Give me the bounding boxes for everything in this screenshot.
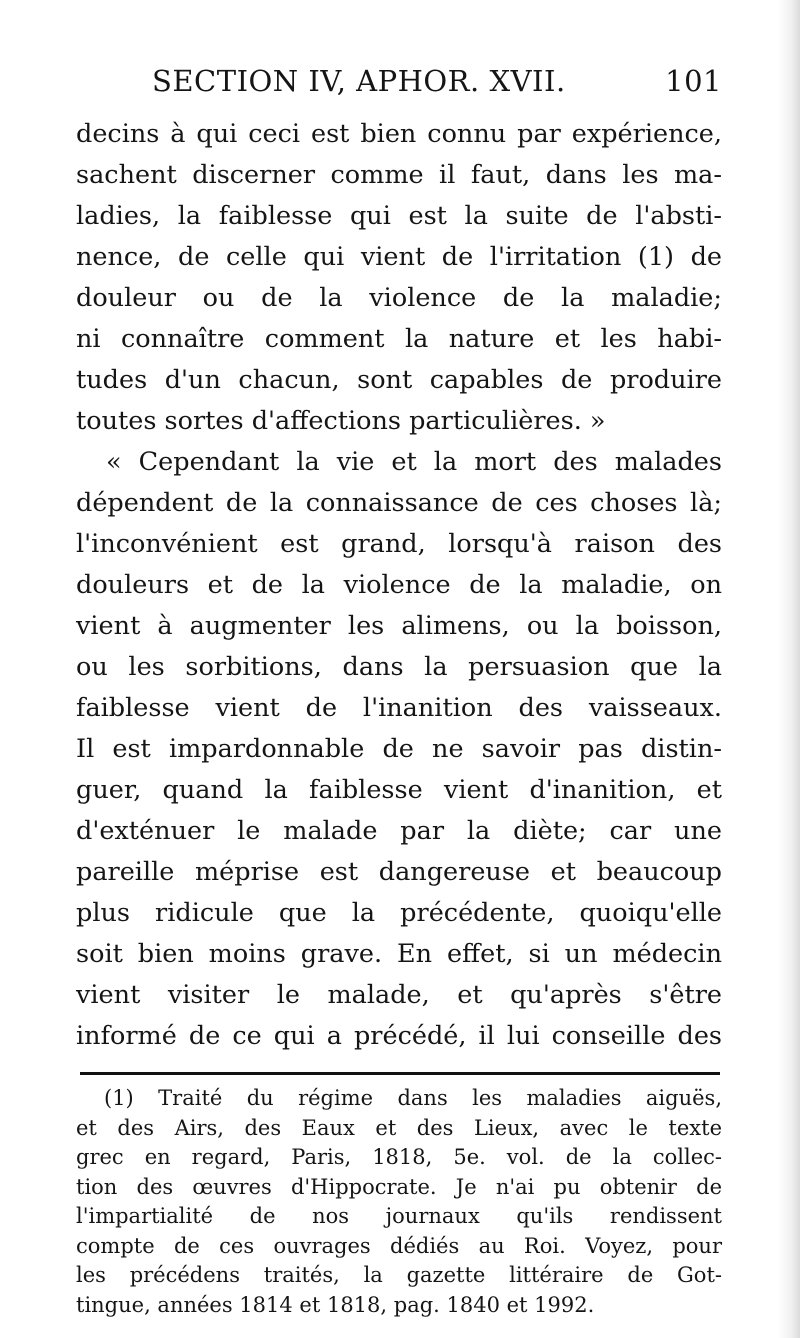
text-line: d'exténuer le malade par la diète; car une: [76, 816, 722, 846]
page-edge-shadow: [778, 0, 800, 1338]
footnote-rule: [80, 1072, 720, 1075]
footnote-line: tingue, années 1814 et 1818, pag. 1840 et 1992.: [76, 1292, 595, 1317]
text-line: decins à qui ceci est bien connu par expérience,: [76, 119, 722, 149]
text-line: douleur ou de la violence de la maladie;: [76, 283, 722, 313]
text-line: « Cependant la vie et la mort des malades: [106, 447, 722, 477]
footnote-line: compte de ces ouvrages dédiés au Roi. Voyez, pour: [76, 1233, 722, 1258]
text-line: pareille méprise est dangereuse et beaucoup: [76, 857, 722, 887]
text-line: l'inconvénient est grand, lorsqu'à raison des: [76, 529, 722, 559]
text-line: toutes sortes d'affections particulières. »: [76, 406, 606, 436]
page-number: 101: [665, 64, 722, 98]
text-line: vient visiter le malade, et qu'après s'être: [76, 980, 722, 1010]
text-line: ni connaître comment la nature et les habi-: [76, 324, 722, 354]
text-line: Il est impardonnable de ne savoir pas distin-: [76, 734, 722, 764]
text-line: faiblesse vient de l'inanition des vaisseaux.: [76, 693, 722, 723]
running-head: SECTION IV, APHOR. XVII.: [152, 64, 566, 98]
text-line: douleurs et de la violence de la maladie, on: [76, 570, 722, 600]
footnote-line: (1) Traité du régime dans les maladies aiguës,: [104, 1086, 722, 1110]
text-line: sachent discerner comme il faut, dans les ma-: [76, 160, 722, 190]
text-line: ladies, la faiblesse qui est la suite de l'absti-: [76, 201, 722, 231]
text-line: ou les sorbitions, dans la persuasion que la: [76, 652, 722, 682]
text-line: guer, quand la faiblesse vient d'inanition, et: [76, 775, 722, 805]
text-line: soit bien moins grave. En effet, si un médecin: [76, 939, 722, 969]
text-line: dépendent de la connaissance de ces choses là;: [76, 488, 722, 518]
footnote-line: l'impartialité de nos journaux qu'ils rendissent: [76, 1204, 722, 1228]
page-header: [152, 64, 722, 104]
footnote-line: les précédens traités, la gazette littéraire de Got-: [76, 1263, 722, 1287]
footnote: [76, 1084, 722, 1320]
footnote-line: tion des œuvres d'Hippocrate. Je n'ai pu obtenir de: [76, 1174, 722, 1199]
text-line: vient à augmenter les alimens, ou la boisson,: [76, 611, 722, 641]
text-line: tudes d'un chacun, sont capables de produire: [76, 365, 722, 395]
text-line: plus ridicule que la précédente, quoiqu'elle: [76, 898, 722, 928]
text-line: nence, de celle qui vient de l'irritation (1) de: [76, 242, 722, 272]
body-text: [76, 114, 722, 1057]
footnote-line: et des Airs, des Eaux et des Lieux, avec le texte: [76, 1115, 722, 1140]
footnote-line: grec en regard, Paris, 1818, 5e. vol. de la collec-: [76, 1145, 722, 1169]
text-line: informé de ce qui a précédé, il lui conseille des: [76, 1021, 722, 1051]
